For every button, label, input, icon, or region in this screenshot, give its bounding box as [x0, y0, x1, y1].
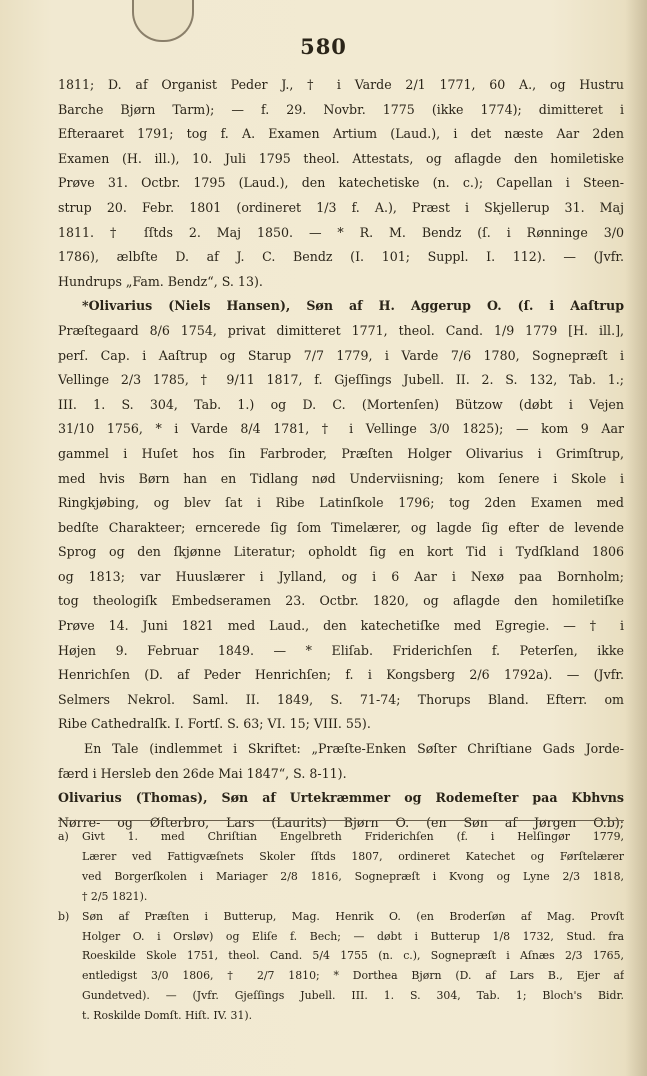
text-line: strup 20. Febr. 1801 (ordineret 1/3 f. A.), Præst i Skjellerup 31. Maj	[58, 199, 624, 215]
footnote-line: Roeskilde Skole 1751, theol. Cand. 5/4 1755 (n. c.), Sognepræſt i Aſnæs 2/3 1765,	[82, 949, 624, 963]
entry-olivarius-niels	[58, 294, 624, 786]
text-line: Ribe Cathedralſk. I. Fortſ. S. 63; VI. 15; VIII. 55).	[58, 716, 371, 732]
text-line: bedſte Charakteer; erncerede ſig ſom Timelærer, og lagde ſig efter de levende	[58, 519, 624, 535]
text-line: færd i Hersleb den 26de Mai 1847“, S. 8-11).	[58, 765, 347, 781]
footnote-b	[58, 907, 624, 1026]
text-line: Prøve 14. Juni 1821 med Laud., den katechetiſke med Egregie. — † i	[58, 618, 624, 634]
text-line: og 1813; var Huuslærer i Jylland, og i 6 Aar i Nexø paa Bornholm;	[58, 568, 624, 584]
text-line: III. 1. S. 304, Tab. 1.) og D. C. (Mortenſen) Bützow (døbt i Vejen	[58, 396, 624, 412]
footnotes	[58, 820, 624, 1026]
text-line: Prøve 31. Octbr. 1795 (Laud.), den katechetiske (n. c.); Capellan i Steen-	[58, 175, 624, 191]
text-line: Barche Bjørn Tarm); — f. 29. Novbr. 1775 (ikke 1774); dimitteret i	[58, 101, 624, 117]
text-line: Henrichſen (D. af Peder Henrichſen; f. i Kongsberg 2/6 1792a). — (Jvfr.	[58, 667, 624, 683]
page-number: 580	[300, 34, 347, 59]
entry-continuation	[58, 73, 624, 294]
text-line: tog theologiſk Embedseramen 23. Octbr. 1820, og aflagde den homiletiſke	[58, 593, 624, 609]
text-line: Selmers Nekrol. Saml. II. 1849, S. 71-74; Thorups Bland. Efterr. om	[58, 691, 624, 707]
text-line: Ringkjøbing, og blev ſat i Ribe Latinſkole 1796; tog 2den Examen med	[58, 495, 624, 511]
footnote-line: Holger O. i Orsløv) og Eliſe f. Bech; — døbt i Butterup 1/8 1732, Stud. fra	[82, 929, 624, 943]
text-line: Examen (H. ill.), 10. Juli 1795 theol. Attestats, og aflagde den homiletiske	[58, 150, 624, 166]
footnote-line: ved Borgerſkolen i Mariager 2/8 1816, Sognepræſt i Kvong og Lyne 2/3 1818,	[82, 869, 624, 883]
text-line: Efteraaret 1791; tog f. A. Examen Artium (Laud.), i det næste Aar 2den	[58, 126, 624, 142]
text-line: Vellinge 2/3 1785, † 9/11 1817, f. Gjeſſings Jubell. II. 2. S. 132, Tab. 1.;	[58, 372, 624, 388]
footnote-line: Givt 1. med Chriſtian Engelbreth Friderichſen (f. i Helſingør 1779,	[82, 830, 624, 843]
text-line: Sprog og den ſkjønne Literatur; opholdt ſig en kort Tid i Tydſkland 1806	[58, 544, 624, 560]
footnote-line: Søn af Præſten i Butterup, Mag. Henrik O. (en Broderſøn af Mag. Provſt	[82, 909, 624, 923]
entry-heading-line: *Olivarius (Niels Hansen), Søn af H. Aggerup O. (ſ. i Aaſtrup	[82, 298, 624, 314]
footnote-a	[58, 827, 624, 907]
text-line: 1811; D. af Organist Peder J., † i Varde 2/1 1771, 60 A., og Hustru	[58, 77, 624, 92]
text-line: Præſtegaard 8/6 1754, privat dimitteret 1771, theol. Cand. 1/9 1779 [H. ill.],	[58, 322, 624, 338]
text-line: med hvis Børn han en Tidlang nød Underviisning; kom ſenere i Skole i	[58, 470, 624, 486]
entry-heading-line: Olivarius (Thomas), Søn af Urtekræmmer og Rodemeſter paa Kbhvns	[58, 790, 624, 806]
main-text	[58, 73, 624, 835]
text-line: En Tale (indlemmet i Skriftet: „Præſte-Enken Søſter Chriſtiane Gads Jorde-	[84, 741, 624, 757]
footnote-line: entledigst 3/0 1806, † 2/7 1810; * Dorthea Bjørn (D. af Lars B., Ejer af	[82, 969, 624, 983]
text-line: perſ. Cap. i Aaſtrup og Starup 7/7 1779, i Varde 7/6 1780, Sognepræſt i	[58, 347, 624, 363]
text-line: Højen 9. Februar 1849. — * Eliſab. Friderichſen f. Peterſen, ikke	[58, 642, 624, 658]
page-edge-shadow	[625, 0, 647, 1076]
text-line: gammel i Huſet hos ſin Farbroder, Præſten Holger Olivarius i Grimſtrup,	[58, 445, 624, 461]
footnote-line: Lærer ved Fattigvæſnets Skoler ſſtds 1807, ordineret Katechet og Førſtelærer	[82, 849, 624, 863]
text-line: Nørre- og Øſterbro, Lars (Laurits) Bjørn O. (en Søn af Jørgen O.b);	[58, 814, 624, 830]
text-line: Hundrups „Fam. Bendz“, S. 13).	[58, 273, 263, 289]
text-line: 1811. † ſſtds 2. Maj 1850. — * R. M. Bendz (ſ. i Rønninge 3/0	[58, 224, 624, 240]
text-line: 1786), ælbſte D. af J. C. Bendz (I. 101; Suppl. I. 112). — (Jvfr.	[58, 249, 624, 265]
footnote-label: a)	[58, 830, 69, 843]
footnote-line: t. Roskilde Domſt. Hiſt. IV. 31).	[82, 1009, 253, 1023]
footnote-line: † 2/5 1821).	[82, 889, 148, 903]
footnote-line: Gundetved). — (Jvfr. Gjeſſings Jubell. III. 1. S. 304, Tab. 1; Bloch's Bidr.	[82, 989, 624, 1003]
footnote-label: b)	[58, 909, 70, 923]
text-line: 31/10 1756, * i Varde 8/4 1781, † i Vellinge 3/0 1825); — kom 9 Aar	[58, 421, 624, 437]
